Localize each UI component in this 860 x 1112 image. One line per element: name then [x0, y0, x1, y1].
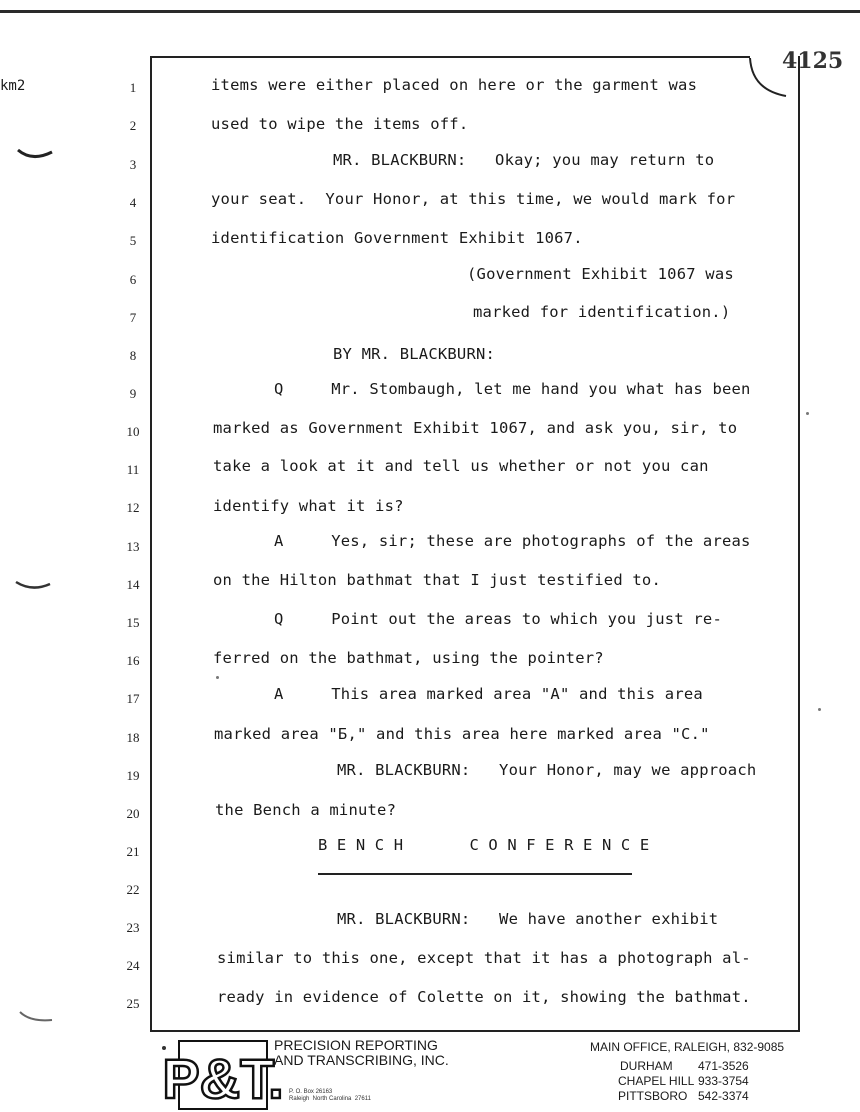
transcript-line: the Bench a minute? — [215, 801, 397, 819]
pobox-line-1: P. O. Box 26163 — [289, 1089, 333, 1095]
transcript-line: BY MR. BLACKBURN: — [333, 345, 496, 363]
line-number: 18 — [126, 730, 140, 745]
line-number: 17 — [126, 691, 140, 706]
line-number: 6 — [129, 272, 137, 287]
transcript-line: your seat. Your Honor, at this time, we would mark for — [211, 190, 736, 208]
margin-mark — [14, 576, 54, 594]
line-number: 14 — [126, 577, 140, 592]
line-number: 1 — [129, 80, 137, 95]
company-name — [274, 1038, 449, 1068]
margin-mark — [16, 146, 56, 162]
transcript-line: A This area marked area "A" and this area — [274, 685, 703, 703]
transcript-line: similar to this one, except that it has a photograph al- — [217, 949, 751, 967]
line-number: 8 — [129, 348, 137, 363]
line-number: 10 — [126, 424, 140, 439]
transcript-line: used to wipe the items off. — [211, 115, 469, 133]
line-number: 24 — [126, 958, 140, 973]
line-number: 25 — [126, 996, 140, 1011]
office-phone: 933-3754 — [698, 1074, 749, 1088]
line-number: 23 — [126, 920, 140, 935]
transcript-line: items were either placed on here or the garment was — [211, 76, 698, 94]
transcript-line: marked as Government Exhibit 1067, and ask you, sir, to — [213, 419, 738, 437]
page-number: 4125 — [782, 48, 844, 74]
line-number: 21 — [126, 844, 140, 859]
company-line-2: AND TRANSCRIBING, INC. — [274, 1052, 449, 1068]
bench-conference-heading: BENCH CONFERENCE — [318, 836, 659, 854]
transcript-line: identification Government Exhibit 1067. — [211, 229, 583, 247]
margin-mark — [18, 1008, 58, 1026]
line-number: 2 — [129, 118, 137, 133]
office-city: CHAPEL HILL — [618, 1074, 695, 1088]
transcript-line: take a look at it and tell us whether or not you can — [213, 457, 709, 475]
transcript-line: A Yes, sir; these are photographs of the areas — [274, 532, 751, 550]
line-number: 5 — [129, 233, 137, 248]
pobox-line-2: Raleigh North Carolina 27611 — [289, 1096, 371, 1102]
heading-underline — [318, 873, 632, 875]
transcript-line: ferred on the bathmat, using the pointer? — [213, 649, 604, 667]
transcript-line: marked for identification.) — [473, 303, 731, 321]
line-number: 19 — [126, 768, 140, 783]
company-line-1: PRECISION REPORTING — [274, 1037, 438, 1053]
transcript-line: on the Hilton bathmat that I just testified to. — [213, 571, 661, 589]
margin-code: km2 — [0, 78, 26, 94]
logo-text: P&T. — [162, 1047, 284, 1110]
scan-speck — [216, 676, 219, 679]
line-number: 7 — [129, 310, 137, 325]
transcript-line: Q Mr. Stombaugh, let me hand you what has been — [274, 380, 751, 398]
main-office: MAIN OFFICE, RALEIGH, 832-9085 — [590, 1040, 785, 1054]
office-phone: 471-3526 — [698, 1059, 749, 1073]
transcript-line: MR. BLACKBURN: Okay; you may return to — [333, 151, 715, 169]
transcript-line: Q Point out the areas to which you just re- — [274, 610, 722, 628]
line-number: 13 — [126, 539, 140, 554]
line-number: 4 — [129, 195, 137, 210]
line-number: 16 — [126, 653, 140, 668]
line-number: 20 — [126, 806, 140, 821]
transcript-line: marked area "Б," and this area here marked area "C." — [214, 725, 710, 743]
top-border-rule — [0, 10, 860, 13]
line-number: 11 — [126, 462, 140, 477]
office-city: DURHAM — [620, 1059, 673, 1073]
transcript-line: (Government Exhibit 1067 was — [467, 265, 734, 283]
company-address — [289, 1089, 371, 1103]
line-number: 12 — [126, 500, 140, 515]
scan-speck — [818, 708, 821, 711]
office-city: PITTSBORO — [618, 1089, 688, 1103]
line-number: 3 — [129, 157, 137, 172]
line-number: 9 — [129, 386, 137, 401]
transcript-line: MR. BLACKBURN: We have another exhibit — [337, 910, 719, 928]
office-phone: 542-3374 — [698, 1089, 749, 1103]
line-number: 22 — [126, 882, 140, 897]
transcript-line: ready in evidence of Colette on it, showing the bathmat. — [217, 988, 751, 1006]
company-logo — [162, 1040, 284, 1112]
line-number: 15 — [126, 615, 140, 630]
scan-speck — [806, 412, 809, 415]
transcript-line: identify what it is? — [213, 497, 404, 515]
transcript-line: MR. BLACKBURN: Your Honor, may we approach — [337, 761, 757, 779]
